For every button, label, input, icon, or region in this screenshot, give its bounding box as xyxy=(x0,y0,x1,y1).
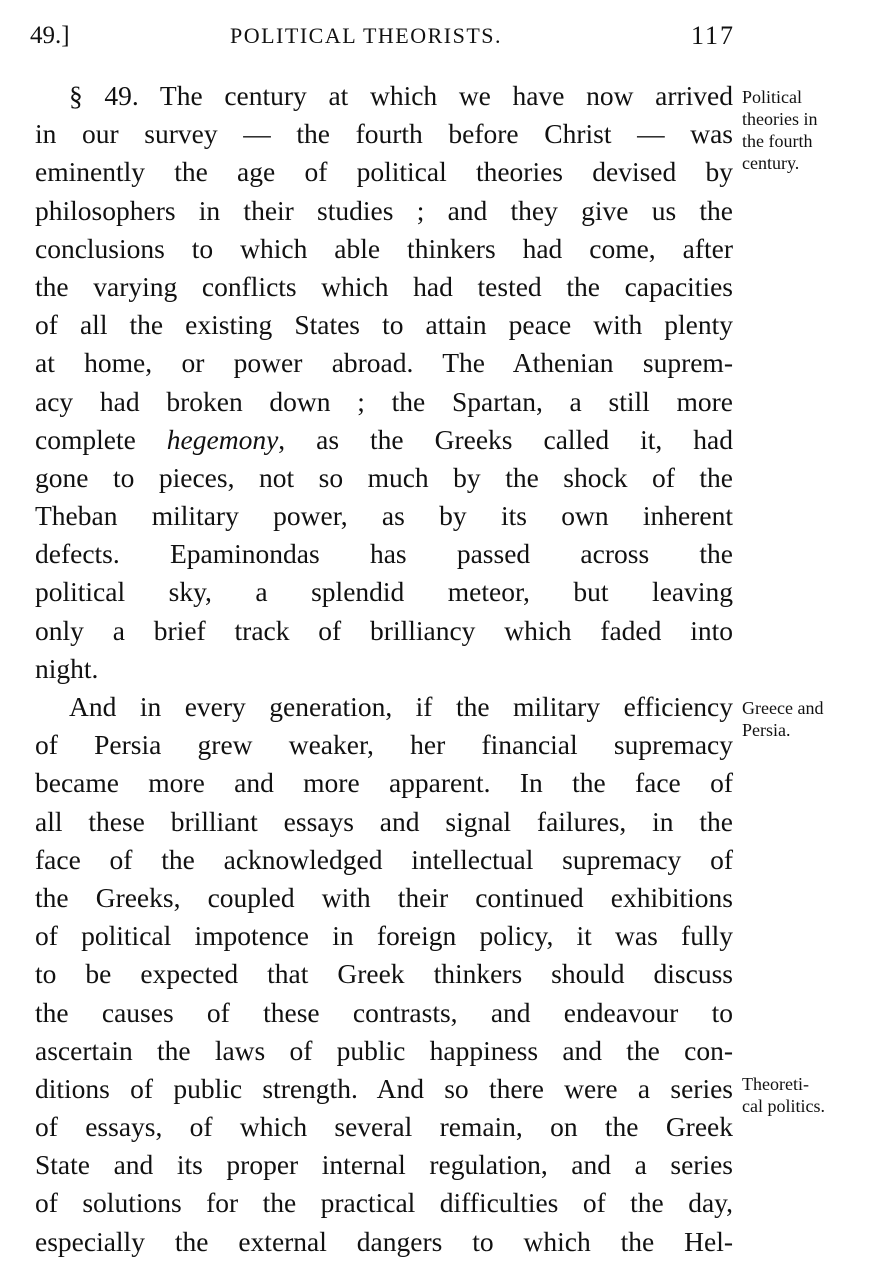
paragraph-2 xyxy=(35,688,733,1261)
text-line: ascertain the laws of public happiness and the con- xyxy=(35,1034,733,1066)
text-line: conclusions to which able thinkers had come, after xyxy=(35,232,733,264)
running-header xyxy=(30,18,735,54)
text-line: acy had broken down ; the Spartan, a still more xyxy=(35,385,733,417)
italic-term: hegemony xyxy=(166,423,279,455)
text-line: ditions of public strength. And so there were a series xyxy=(35,1072,733,1104)
marginal-note-political-theories xyxy=(742,86,882,174)
page-title: POLITICAL THEORISTS. xyxy=(230,23,502,48)
text-line: the causes of these contrasts, and endeavour to xyxy=(35,996,733,1028)
text-line: eminently the age of political theories devised by xyxy=(35,156,733,188)
text-segment: , as the Greeks called it, had xyxy=(278,423,733,455)
text-line: the varying conflicts which had tested the capacities xyxy=(35,270,733,302)
page-number: 117 xyxy=(690,21,735,50)
text-line: political sky, a splendid meteor, but leaving xyxy=(35,576,733,608)
marginal-line: the fourth xyxy=(742,131,813,151)
text-line: the Greeks, coupled with their continued exhibitions xyxy=(35,881,733,913)
marginal-note-theoretical-politics xyxy=(742,1073,882,1117)
text-line: of political impotence in foreign policy, it was fully xyxy=(35,920,733,952)
text-line: especially the external dangers to which the Hel- xyxy=(35,1225,733,1257)
paragraph-1 xyxy=(35,77,733,688)
marginal-line: century. xyxy=(742,153,800,173)
text-line: to be expected that Greek thinkers should discuss xyxy=(35,958,733,990)
text-line: only a brief track of brilliancy which faded into xyxy=(35,614,733,646)
text-line: became more and more apparent. In the face of xyxy=(35,767,733,799)
text-line: of all the existing States to attain peace with plenty xyxy=(35,309,733,341)
text-line: defects. Epaminondas has passed across the xyxy=(35,538,733,570)
text-line: face of the acknowledged intellectual supremacy of xyxy=(35,843,733,875)
text-line: night. xyxy=(35,652,99,684)
marginal-line: theories in xyxy=(742,109,818,129)
text-line: of solutions for the practical difficulties of the day, xyxy=(35,1187,733,1219)
text-segment: complete xyxy=(35,423,136,455)
text-line: § 49. The century at which we have now arrived xyxy=(69,80,733,111)
text-line-with-italic xyxy=(35,421,733,459)
text-line: in our survey — the fourth before Christ — was xyxy=(35,118,733,150)
text-line: philosophers in their studies ; and they give us the xyxy=(35,194,733,226)
body-text xyxy=(35,77,733,1261)
text-line: all these brilliant essays and signal failures, in the xyxy=(35,805,733,837)
section-reference: 49.] xyxy=(30,22,70,49)
text-line: at home, or power abroad. The Athenian suprem- xyxy=(35,347,733,379)
text-line: And in every generation, if the military efficiency xyxy=(69,691,733,722)
text-line: State and its proper internal regulation, and a series xyxy=(35,1149,733,1181)
marginal-line: Theoreti- xyxy=(742,1074,809,1094)
text-line: of essays, of which several remain, on the Greek xyxy=(35,1111,733,1143)
text-line: Theban military power, as by its own inherent xyxy=(35,500,733,532)
marginal-line: Greece and xyxy=(742,698,824,718)
text-line: gone to pieces, not so much by the shock of the xyxy=(35,461,733,493)
marginal-line: Political xyxy=(742,87,802,107)
marginal-line: Persia. xyxy=(742,720,791,740)
marginal-line: cal politics. xyxy=(742,1096,825,1116)
text-line: of Persia grew weaker, her financial supremacy xyxy=(35,729,733,761)
marginal-note-greece-persia xyxy=(742,697,882,741)
